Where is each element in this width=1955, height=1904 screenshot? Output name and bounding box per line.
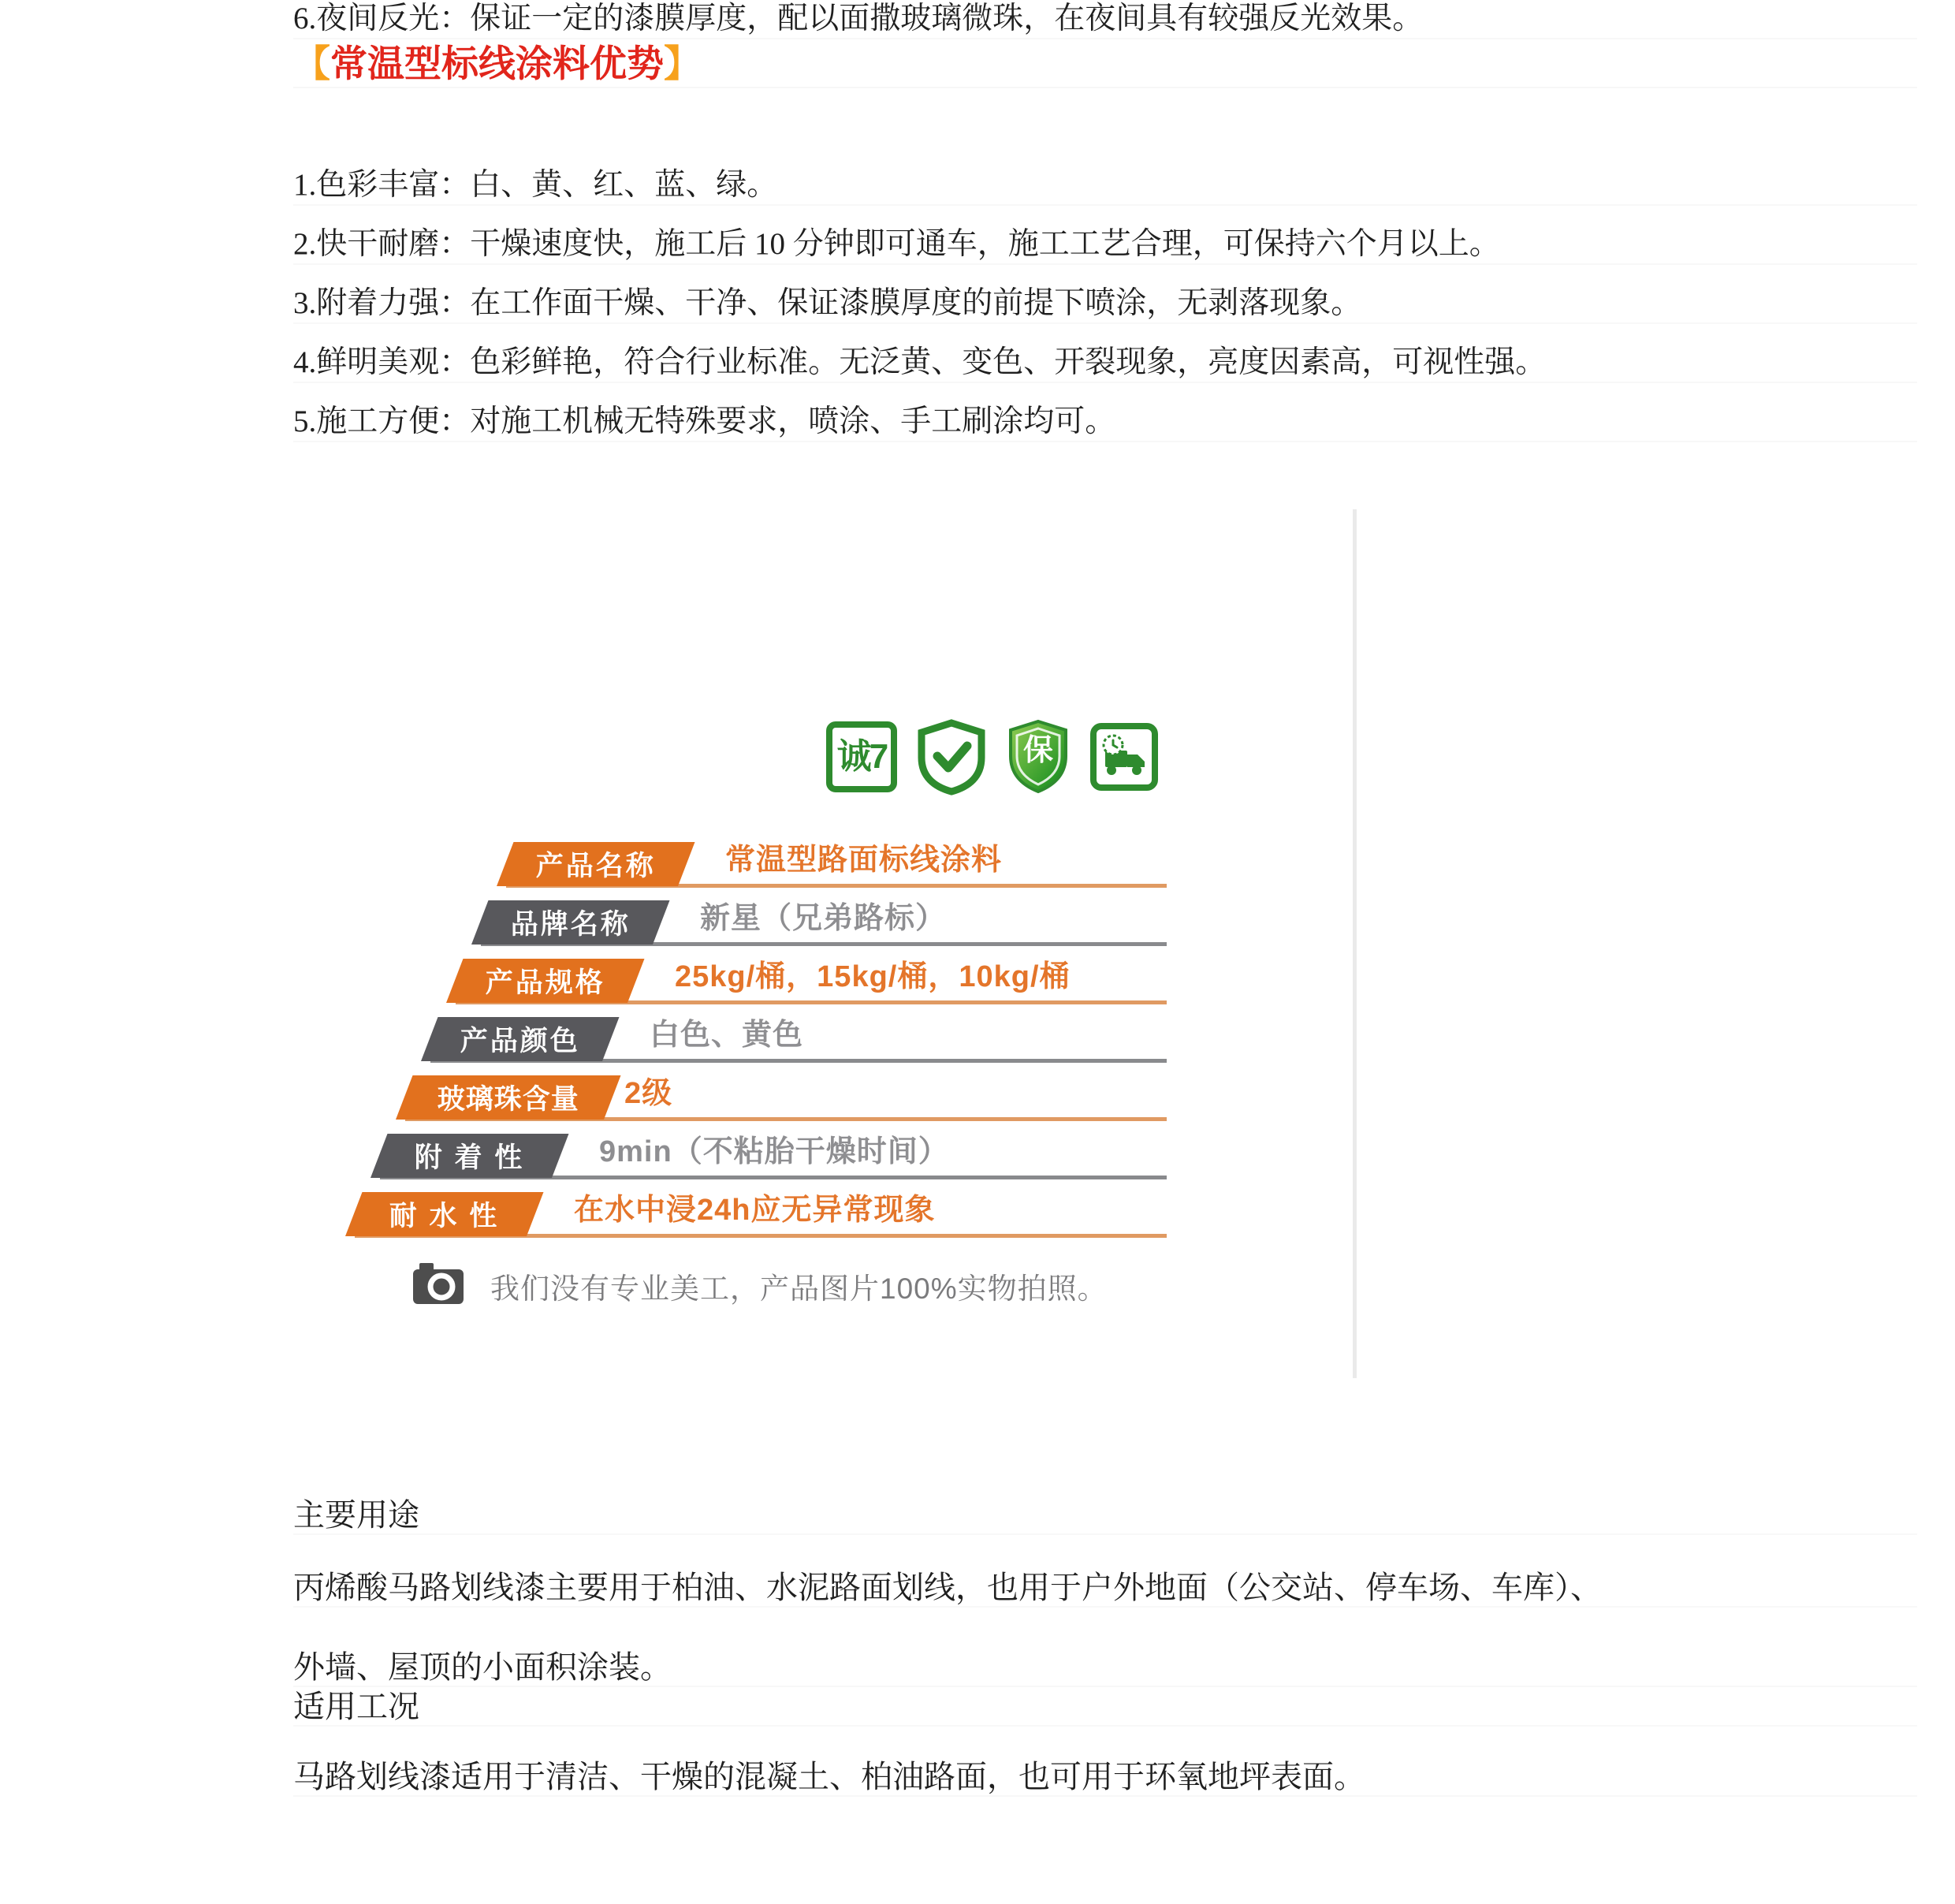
title-open-bracket: 【 — [293, 44, 330, 85]
guarantee-shield-icon — [1006, 718, 1071, 796]
spec-label: 产品名称 — [497, 842, 694, 886]
spec-value: 2级 — [624, 1077, 673, 1110]
shield-check-icon — [916, 718, 987, 796]
spec-row-color — [421, 1017, 1167, 1061]
advantage-item-1: 1.色彩丰富：白、黄、红、蓝、绿。 — [293, 166, 1917, 206]
photo-note-text: 我们没有专业美工，产品图片100%实物拍照。 — [490, 1272, 1108, 1305]
integrity-badge-label: 诚7 — [836, 737, 887, 776]
spec-label: 耐 水 性 — [345, 1192, 543, 1236]
advantages-title — [293, 43, 1917, 88]
spec-value: 白色、黄色 — [650, 1019, 804, 1052]
spec-value: 25kg/桶，15kg/桶，10kg/桶 — [675, 960, 1071, 993]
photo-note — [413, 1261, 1108, 1310]
spec-label: 产品颜色 — [421, 1017, 619, 1061]
spec-value: 常温型路面标线涂料 — [725, 844, 1003, 877]
spec-label: 附 着 性 — [371, 1134, 568, 1178]
spec-row-adhesion — [371, 1134, 1167, 1178]
spec-label: 产品规格 — [446, 959, 644, 1003]
spec-value: 9min（不粘胎干燥时间） — [599, 1135, 949, 1168]
usage-condition-paragraph: 马路划线漆适用于清洁、干燥的混凝土、柏油路面，也可用于环氧地坪表面。 — [293, 1759, 1917, 1797]
spec-row-product-name — [497, 842, 1167, 886]
spec-row-spec — [446, 959, 1167, 1003]
spec-label: 品牌名称 — [471, 900, 669, 945]
advantage-item-4: 4.鲜明美观：色彩鲜艳，符合行业标准。无泛黄、变色、开裂现象，亮度因素高，可视性强。 — [293, 344, 1917, 383]
advantage-item-5: 5.施工方便：对施工机械无特殊要求，喷涂、手工刷涂均可。 — [293, 403, 1917, 442]
spec-value: 在水中浸24h应无异常现象 — [574, 1194, 936, 1227]
usage-heading-main: 主要用途 — [293, 1497, 1917, 1535]
spec-row-water-resistance — [345, 1192, 1167, 1236]
spec-value: 新星（兄弟路标） — [700, 902, 947, 935]
advantage-item-6: 6.夜间反光：保证一定的漆膜厚度，配以面撒玻璃微珠，在夜间具有较强反光效果。 — [293, 0, 1917, 39]
title-text: 常温型标线涂料优势 — [330, 44, 664, 85]
integrity-badge-icon — [826, 721, 897, 792]
usage-paragraph-line-2: 外墙、屋顶的小面积涂装。 — [293, 1649, 1917, 1687]
usage-heading-condition: 适用工况 — [293, 1689, 1917, 1727]
usage-paragraph-line-1: 丙烯酸马路划线漆主要用于柏油、水泥路面划线，也用于户外地面（公交站、停车场、车库）、 — [293, 1570, 1917, 1608]
badge-row — [826, 717, 1159, 796]
title-close-bracket: 】 — [664, 44, 701, 85]
advantage-item-2: 2.快干耐磨：干燥速度快，施工后 10 分钟即可通车，施工工艺合理，可保持六个月以上。 — [293, 225, 1917, 265]
photo-right-edge — [1353, 509, 1357, 1378]
spec-row-glass-bead — [396, 1075, 1167, 1120]
delivery-truck-icon — [1089, 722, 1159, 792]
advantage-item-3: 3.附着力强：在工作面干燥、干净、保证漆膜厚度的前提下喷涂，无剥落现象。 — [293, 285, 1917, 324]
guarantee-badge-label: 保 — [1022, 734, 1053, 767]
spec-label: 玻璃珠含量 — [396, 1075, 620, 1120]
camera-icon — [413, 1261, 465, 1310]
spec-row-brand-name — [471, 900, 1167, 945]
